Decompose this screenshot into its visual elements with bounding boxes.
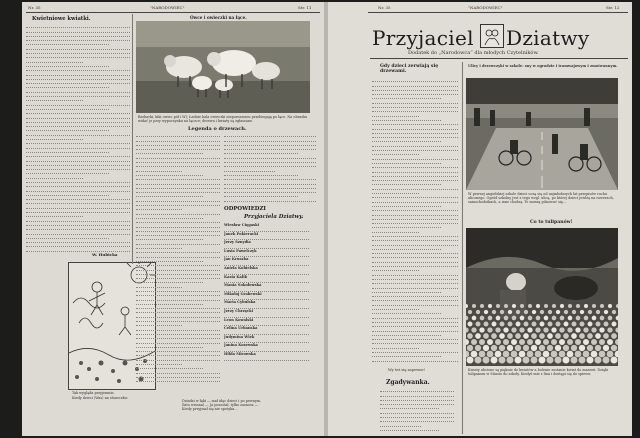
tulip — [471, 327, 476, 332]
tulip — [556, 310, 560, 314]
tulip — [476, 322, 481, 327]
article-author: W. Hubicka — [92, 252, 118, 257]
tulip — [528, 304, 532, 308]
tulip — [580, 310, 584, 314]
tulip — [584, 316, 589, 321]
tulip — [504, 304, 508, 308]
tulip — [487, 327, 492, 332]
tulip — [559, 327, 564, 332]
tulip — [536, 304, 540, 308]
odpowiedzi-name: Kasia Kalik — [224, 274, 248, 279]
tulip — [560, 316, 565, 321]
tulip — [527, 351, 534, 358]
text-line — [224, 356, 309, 360]
tulips-photo — [466, 228, 618, 366]
tulip — [592, 304, 596, 308]
tulip — [491, 333, 497, 339]
article-body-drzewa — [372, 78, 458, 366]
tulip — [591, 351, 598, 358]
odpowiedzi-name: Wiesław Cięgaski — [224, 223, 259, 227]
cartoon-caption-1: Tak wygląda przyjemnie, — [72, 391, 115, 395]
right-page — [328, 2, 632, 436]
text-line — [372, 357, 458, 361]
tulip — [508, 310, 512, 314]
tulip — [471, 351, 478, 358]
tulip — [555, 345, 561, 351]
tulip — [503, 327, 508, 332]
tulip — [603, 357, 610, 364]
tulip — [467, 345, 473, 351]
tulip — [516, 322, 521, 327]
text-line — [224, 197, 316, 201]
tulip — [480, 304, 484, 308]
tulip — [599, 339, 605, 345]
header-rule — [26, 12, 320, 13]
tulip — [519, 327, 524, 332]
tulip — [540, 322, 545, 327]
story-title-legenda: Legenda o drzewach. — [188, 126, 247, 132]
photo1-caption: W pewnej angielskiej szkole dzieci uczą się od najmłodszych lat przepisów ruchu ulicznego. Ogród szkolny jest z tego wzgl. ulicą, po której dzieci jeżdżą na rowerach, samochodzikach, a inne chodzą. Te muszą pilnować się... — [468, 192, 614, 204]
tulip — [600, 316, 605, 321]
tulip — [511, 327, 516, 332]
tulip — [523, 333, 529, 339]
tulip — [604, 322, 609, 327]
tulip — [467, 333, 473, 339]
tulip — [608, 316, 613, 321]
traffic-school-photo — [466, 78, 618, 190]
tulip — [611, 333, 617, 339]
tulip — [555, 333, 561, 339]
tulip — [507, 357, 514, 364]
tulip — [492, 310, 496, 314]
odpowiedzi-name: Jan Kruszka — [224, 257, 249, 262]
tulip — [595, 333, 601, 339]
tulip — [604, 310, 608, 314]
tulip — [512, 304, 516, 308]
tulip — [479, 339, 485, 345]
odpowiedzi-name: Maria Cybulska — [224, 300, 256, 305]
tulip — [468, 322, 473, 327]
odpowiedzi-name: Janek Pokieracki — [224, 231, 259, 236]
tulip — [551, 327, 556, 332]
tulip — [515, 333, 521, 339]
masthead-title-right: Dziatwy — [506, 26, 590, 50]
odpowiedzi-name: Celina Urbanska — [224, 326, 258, 331]
tulip — [583, 327, 588, 332]
tulip — [576, 316, 581, 321]
sheep-photo — [136, 21, 310, 113]
tulip — [571, 345, 577, 351]
odpowiedzi-name: Aniela Kobielska — [224, 265, 258, 270]
text-line — [136, 378, 220, 382]
tulip — [567, 339, 573, 345]
masthead-emblem — [480, 24, 504, 48]
tulip — [583, 339, 589, 345]
tulip — [544, 304, 548, 308]
tulip — [603, 333, 609, 339]
tulip — [575, 351, 582, 358]
zgadywanka-heading: Zgadywanka. — [386, 379, 430, 386]
tulip — [504, 316, 509, 321]
tulip — [567, 327, 572, 332]
tulip — [560, 304, 564, 308]
article-title-drzewa: Gdy dzieci zerwiają się drzewami. — [380, 64, 439, 75]
tulip — [572, 322, 577, 327]
tulip — [467, 357, 474, 364]
tulip — [596, 310, 600, 314]
zgadywanka-body — [380, 388, 454, 434]
story-body-legenda — [136, 133, 220, 383]
tulip — [496, 316, 501, 321]
tulip — [548, 322, 553, 327]
photo1-title: Ulicy i drzewczyki w szkole: sny w ogrodzie i tramwajowym i zmotowanym. — [468, 64, 618, 68]
tulip — [584, 304, 588, 308]
article-closing: Wy też się zapewne! — [388, 368, 426, 372]
odpowiedzi-name: Lusia Pawelczyk — [224, 248, 257, 253]
tulip — [587, 333, 593, 339]
odpowiedzi-name: Mania Sokołowska — [224, 283, 262, 288]
column-divider — [132, 14, 133, 264]
tulip — [607, 327, 612, 332]
tulip — [495, 339, 501, 345]
tulip — [472, 316, 477, 321]
tulip — [612, 322, 617, 327]
tulip — [551, 351, 558, 358]
tulip — [496, 304, 500, 308]
tulip — [596, 322, 601, 327]
tulip — [487, 339, 493, 345]
newspaper-spread — [22, 2, 632, 436]
tulip — [599, 351, 606, 358]
right-column-divider — [462, 62, 463, 434]
tulip — [591, 339, 597, 345]
cartoon-side-caption: Dziadzi w łąki — mał idąc dzieci i po pewnym, (lato wiosna) — Ja pozostał, tylko zaznosz — Kiedy przyjmał się nie spotyka... — [182, 399, 262, 411]
tulip — [603, 345, 609, 351]
tulip — [547, 345, 553, 351]
tulip — [524, 310, 528, 314]
tulip — [556, 322, 561, 327]
tulip — [535, 327, 540, 332]
right-header-rule — [368, 12, 628, 13]
tulip — [527, 339, 533, 345]
tulip — [591, 327, 596, 332]
odpowiedzi-subheading: Przyjaciela Dziatwy. — [244, 214, 304, 220]
tulip — [583, 351, 590, 358]
tulip — [479, 327, 484, 332]
tulip — [491, 345, 497, 351]
tulip — [547, 333, 553, 339]
tulip — [484, 310, 488, 314]
tulip — [543, 351, 550, 358]
tulip — [520, 304, 524, 308]
tulip — [588, 322, 593, 327]
left-page-header-title: "NARODOWIEC" — [150, 5, 185, 10]
tulip — [516, 310, 520, 314]
tulip — [532, 322, 537, 327]
tulip — [484, 322, 489, 327]
tulip — [499, 357, 506, 364]
tulip — [500, 322, 505, 327]
tulip — [523, 357, 530, 364]
odpowiedzi-name: Janina Kosewska — [224, 343, 258, 348]
tulip — [511, 339, 517, 345]
tulip — [559, 351, 566, 358]
tulip — [555, 357, 562, 364]
masthead-rule — [370, 58, 628, 59]
tulip — [531, 357, 538, 364]
odpowiedzi-name: Judymina Wiek — [224, 334, 255, 339]
tulip — [531, 333, 537, 339]
tulip — [543, 327, 548, 332]
tulip — [607, 351, 614, 358]
tulip — [515, 357, 522, 364]
tulip — [480, 316, 485, 321]
tulip — [499, 345, 505, 351]
tulip — [503, 351, 510, 358]
tulip — [547, 357, 554, 364]
tulip — [543, 339, 549, 345]
tulip — [475, 357, 482, 364]
tulip — [568, 304, 572, 308]
tulip — [540, 310, 544, 314]
tulip — [531, 345, 537, 351]
tulip — [492, 322, 497, 327]
tulip — [552, 304, 556, 308]
left-page-number: Nr. 35 — [28, 5, 41, 10]
tulip — [512, 316, 517, 321]
tulip — [495, 327, 500, 332]
article-title-kwiatki: Kwietniowe kwiatki. — [32, 16, 91, 22]
tulip — [523, 345, 529, 351]
tulip — [587, 357, 594, 364]
tulip — [588, 310, 592, 314]
right-page-number-left: Nr. 35 — [378, 5, 391, 10]
tulip — [587, 345, 593, 351]
tulip — [595, 357, 602, 364]
tulip — [520, 316, 525, 321]
tulip — [612, 310, 616, 314]
tulip — [536, 316, 541, 321]
tulip — [563, 357, 570, 364]
tulip — [475, 345, 481, 351]
story-body-legenda-continued — [224, 133, 316, 205]
tulip — [527, 327, 532, 332]
tulip — [575, 339, 581, 345]
tulip — [495, 351, 502, 358]
tulip — [499, 333, 505, 339]
tulip — [535, 351, 542, 358]
photo2-title: Co to tulipanów! — [530, 220, 573, 225]
tulip — [503, 339, 509, 345]
article-body-kwiatki — [26, 24, 130, 252]
tulip — [519, 339, 525, 345]
text-line — [380, 427, 439, 431]
tulip — [564, 322, 569, 327]
tulip — [468, 310, 472, 314]
tulip — [572, 310, 576, 314]
tulip — [592, 316, 597, 321]
tulip — [595, 345, 601, 351]
tulip — [580, 322, 585, 327]
tulip — [507, 345, 513, 351]
tulip — [608, 304, 612, 308]
tulip — [567, 351, 574, 358]
tulip — [524, 322, 529, 327]
tulip — [563, 333, 569, 339]
tulip — [579, 333, 585, 339]
tulip — [559, 339, 565, 345]
tulip — [552, 316, 557, 321]
tulip — [488, 316, 493, 321]
masthead-subtitle: Dodatek do „Narodowca” dla młodych Czytelników. — [408, 50, 539, 56]
tulip — [479, 351, 486, 358]
tulip — [576, 304, 580, 308]
tulip — [488, 304, 492, 308]
tulip — [476, 310, 480, 314]
right-page-header-title: "NARODOWIEC" — [468, 5, 503, 10]
tulip — [611, 345, 617, 351]
tulip — [471, 339, 477, 345]
cartoon-caption-2: Kiedy dzieci (Was) na słoneczku: — [72, 396, 128, 400]
right-page-number: Str. 12 — [606, 5, 620, 10]
tulip — [483, 333, 489, 339]
tulip — [575, 327, 580, 332]
odpowiedzi-heading: ODPOWIEDZI — [224, 206, 266, 212]
odpowiedzi-name: Mikołaj Grabewski — [224, 291, 262, 296]
tulip — [515, 345, 521, 351]
tulip — [568, 316, 573, 321]
masthead-title-left: Przyjaciel — [372, 26, 474, 50]
odpowiedzi-name: Jerzy Chrzęcki — [224, 308, 253, 313]
tulip — [571, 357, 578, 364]
left-page — [22, 2, 324, 436]
tulip — [539, 357, 546, 364]
tulip — [539, 333, 545, 339]
odpowiedzi-name: Leon Kowalski — [224, 317, 254, 322]
tulip — [472, 304, 476, 308]
odpowiedzi-name: Jerzy Sznydia — [224, 240, 251, 245]
tulip — [544, 316, 549, 321]
tulip — [571, 333, 577, 339]
tulip — [532, 310, 536, 314]
sheep-photo-caption: Barbarki, kiki owiec pół i W); Ładnie hala owieczki nieporuszeniu przebiegają po łące. Na obrazku widać je przy wypoczynku na łączce; drzewa i kwiaty są zgłaszane. — [138, 115, 308, 123]
tulip — [507, 333, 513, 339]
tulip — [500, 310, 504, 314]
tulip — [487, 351, 494, 358]
tulip — [483, 357, 490, 364]
tulip — [491, 357, 498, 364]
tulip — [548, 310, 552, 314]
tulip — [563, 345, 569, 351]
tulip — [611, 357, 618, 364]
tulip — [535, 339, 541, 345]
left-page-number-right: Str. 11 — [298, 5, 312, 10]
tulip — [600, 304, 604, 308]
tulip — [607, 339, 613, 345]
tulip — [528, 316, 533, 321]
photo-title-sheep: Owce i owieczki na łące. — [190, 15, 247, 20]
tulip — [579, 345, 585, 351]
tulip — [564, 310, 568, 314]
tulip — [508, 322, 513, 327]
tulip — [511, 351, 518, 358]
odpowiedzi-name: Hilda Mirowska — [224, 351, 256, 356]
tulip — [483, 345, 489, 351]
tulip — [551, 339, 557, 345]
photo2-caption: Kwiaty ułożone są pięknie do kwiatów a holenie zostanie kwiat do marzeń. Dzięki tulipanom w Miasto do szkoły. Kiedyś mie z lina i dostąpi się do spiewu. — [468, 368, 609, 376]
odpowiedzi-list — [224, 223, 316, 433]
tulip — [599, 327, 604, 332]
tulip — [579, 357, 586, 364]
tulip — [475, 333, 481, 339]
tulip — [519, 351, 526, 358]
tulip — [539, 345, 545, 351]
